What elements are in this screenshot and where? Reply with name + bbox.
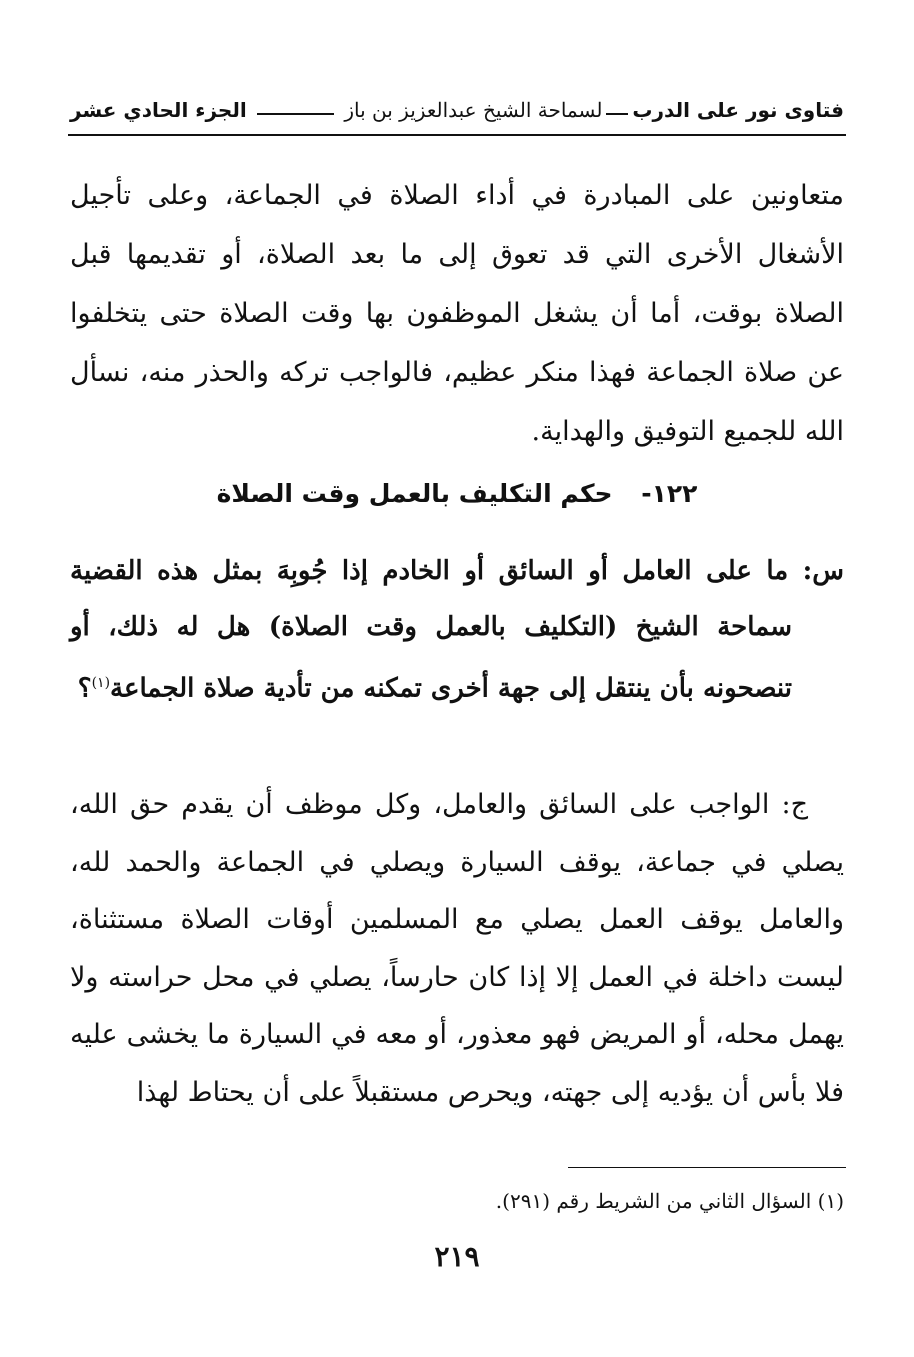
section-number: ١٢٢-: [641, 479, 698, 508]
question-mark: ؟: [77, 673, 92, 704]
question-text: ما على العامل أو السائق أو الخادم إذا جُوبِهَ بمثل هذه القضية سماحة الشيخ (التكليف بالعمل وقت الصلاة) هل له ذلك، أو تنصحونه بأن ينتقل إلى جهة أخرى تمكنه من تأدية صلاة الجماعة: [70, 556, 792, 704]
running-header: [70, 92, 844, 128]
footnote-rule: [568, 1167, 846, 1168]
running-header-title-group: [344, 98, 844, 122]
answer-paragraph: [70, 776, 844, 1121]
header-leader-line: [257, 113, 335, 115]
section-title: حكم التكليف بالعمل وقت الصلاة: [216, 479, 613, 508]
answer-prefix: ج:: [781, 789, 808, 820]
question-prefix: س:: [802, 556, 844, 586]
author-name: لسماحة الشيخ عبدالعزيز بن باز: [344, 98, 603, 122]
book-title: فتاوى نور على الدرب: [632, 98, 844, 122]
footnote-marker: (١): [817, 1189, 844, 1213]
footnote: [70, 1184, 844, 1218]
footnote-text: السؤال الثاني من الشريط رقم (٢٩١).: [495, 1189, 812, 1213]
volume-title: الجزء الحادي عشر: [70, 98, 247, 122]
header-dash: [606, 113, 628, 115]
page-number: ٢١٩: [434, 1240, 480, 1273]
section-heading: [70, 472, 844, 516]
intro-paragraph: متعاونين على المبادرة في أداء الصلاة في الجماعة، وعلى تأجيل الأشغال الأخرى التي قد تعوق إلى ما بعد الصلاة، أو تقديمها قبل الصلاة بوقت، أما أن يشغل الموظفون بها وقت الصلاة حتى يتخلفوا عن صلاة الجماعة فهذا منكر عظيم، فالواجب تركه والحذر منه، نسأل الله للجميع التوفيق والهداية.: [70, 180, 844, 447]
footnote-reference: (١): [91, 675, 111, 691]
header-rule: [68, 134, 846, 136]
answer-text: الواجب على السائق والعامل، وكل موظف أن يقدم حق الله، يصلي في جماعة، يوقف السيارة ويصلي في الجماعة والحمد لله، والعامل يوقف العمل يصلي مع المسلمين أوقات الصلاة مستثناة، ليست داخلة في العمل إلا إذا كان حارساً، يصلي في محل حراسته ولا يهمل محله، أو المريض فهو معذور، أو معه في السيارة ما يخشى عليه فلا بأس أن يؤديه إلى جهته، ويحرص مستقبلاً على أن يحتاط لهذا: [70, 789, 844, 1108]
question-paragraph: [70, 543, 844, 717]
